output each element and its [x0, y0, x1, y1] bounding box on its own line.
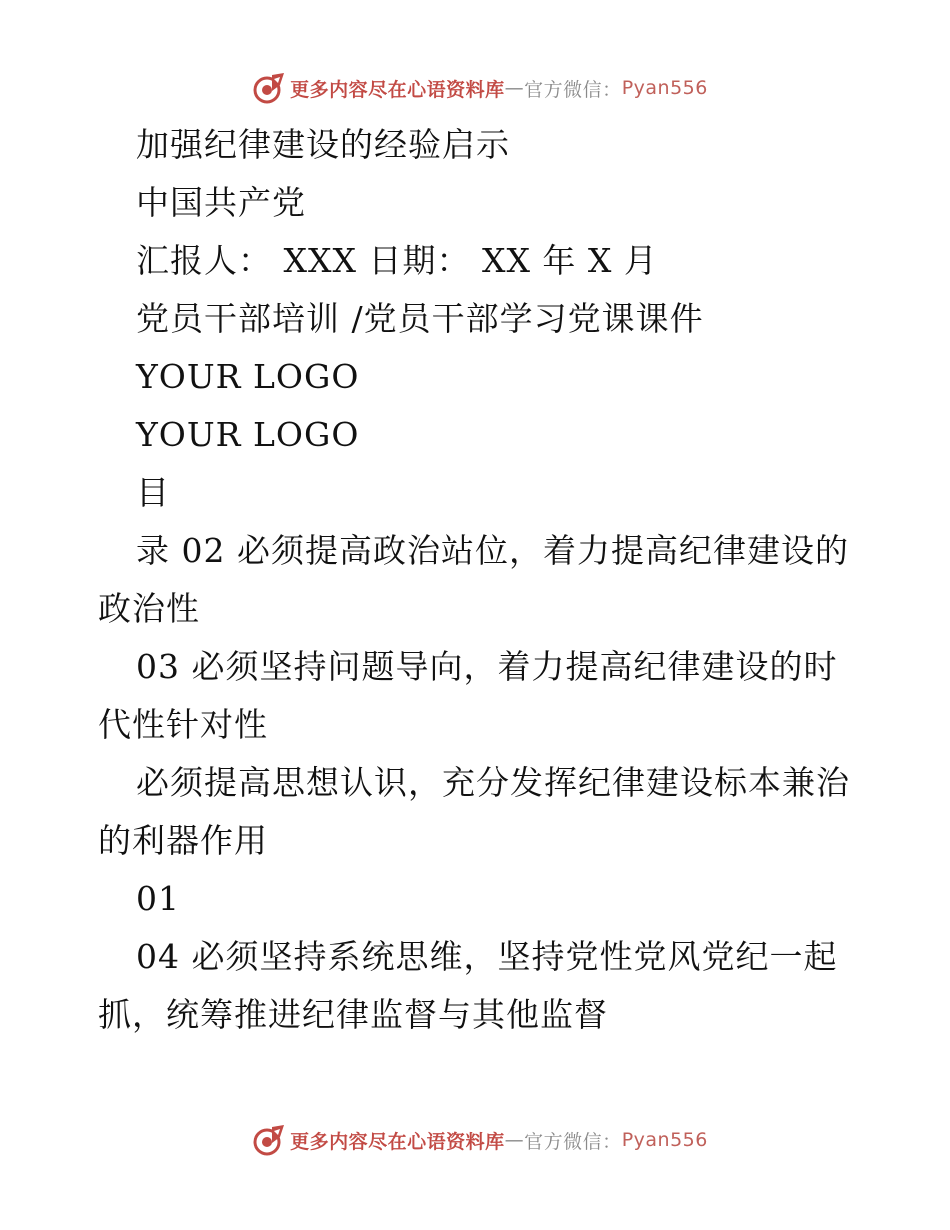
logo-placeholder-2: YOUR LOGO: [136, 415, 360, 454]
watermark-main-text: 更多内容尽在心语资料库: [290, 1130, 505, 1153]
toc-item: 录 02 必须提高政治站位，着力提高纪律建设的政治性: [98, 531, 849, 628]
logo-placeholder-1: YOUR LOGO: [136, 357, 360, 396]
watermark-main-text: 更多内容尽在心语资料库: [290, 78, 505, 101]
watermark-id: Pyan556: [621, 1129, 708, 1151]
watermark-separator: —: [504, 1129, 525, 1151]
footer-watermark: [0, 1120, 950, 1160]
document-body: [98, 116, 868, 1044]
watermark-sub-text: 官方微信：: [524, 78, 622, 101]
category-line: 党员干部培训 /党员干部学习党课课件: [136, 299, 704, 338]
toc-item: 必须提高思想认识，充分发挥纪律建设标本兼治的利器作用: [98, 763, 850, 860]
watermark-sub-text: 官方微信：: [524, 1130, 622, 1153]
toc-heading-part-1: 目: [136, 473, 170, 512]
reporter-line: 汇报人： XXX 日期： XX 年 X 月: [136, 241, 658, 280]
toc-item: 04 必须坚持系统思维，坚持党性党风党纪一起抓，统筹推进纪律监督与其他监督: [98, 937, 838, 1034]
watermark-id: Pyan556: [621, 77, 708, 99]
pen-logo-icon: [252, 1123, 286, 1157]
pen-logo-icon: [252, 71, 286, 105]
header-watermark: [0, 68, 950, 108]
watermark-separator: —: [504, 77, 525, 99]
document-org: 中国共产党: [136, 183, 306, 222]
toc-item: 03 必须坚持问题导向，着力提高纪律建设的时代性针对性: [98, 647, 838, 744]
toc-item-number: 01: [136, 879, 180, 918]
document-title: 加强纪律建设的经验启示: [136, 125, 510, 164]
